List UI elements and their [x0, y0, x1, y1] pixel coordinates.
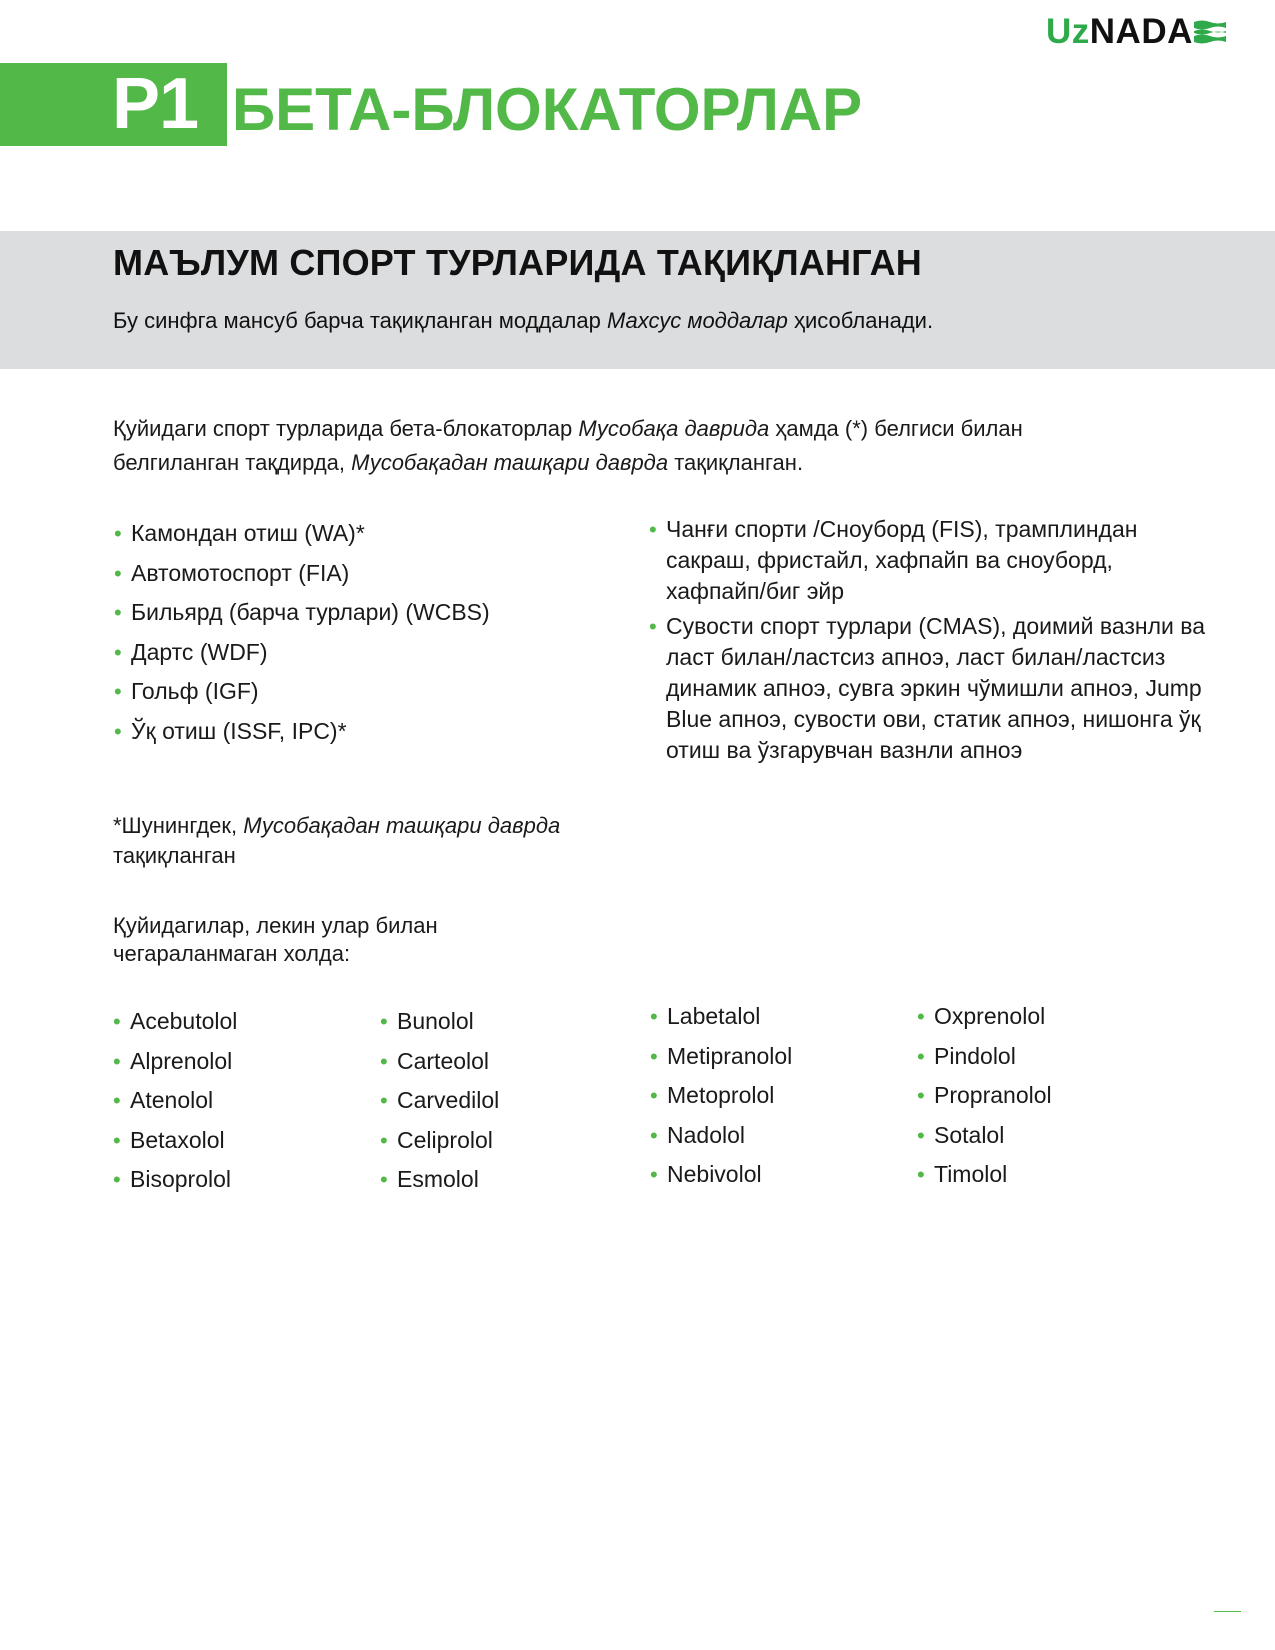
list-item: • Гольф (IGF): [114, 678, 259, 704]
section-title: БЕТА-БЛОКАТОРЛАР: [232, 76, 863, 143]
list-item: • Бильярд (барча турлари) (WCBS): [114, 599, 490, 625]
substance-list-col-1: [112, 1002, 237, 1200]
list-item: • Nebivolol: [650, 1161, 762, 1187]
sports-list-left: [113, 514, 490, 751]
list-item: • Oxprenolol: [917, 1003, 1046, 1029]
notice-title: МАЪЛУМ СПОРТ ТУРЛАРИДА ТАҚИҚЛАНГАН: [113, 242, 922, 283]
list-item: • Metipranolol: [650, 1042, 793, 1069]
list-item: • Acebutolol: [113, 1008, 238, 1034]
list-item: • Alprenolol: [113, 1047, 233, 1074]
list-item: • Metoprolol: [650, 1082, 775, 1108]
list-item: • Дартс (WDF): [114, 638, 268, 665]
list-item: • Carteolol: [380, 1047, 490, 1074]
intro-text-3: тақиқланган.: [668, 450, 804, 475]
footer-divider: [1214, 1611, 1241, 1612]
section-code: P1: [112, 64, 199, 144]
intro-text-2: ҳамда (*) белгиси билан белгиланган тақдирда,: [113, 416, 1023, 475]
footnote-emphasis: Мусобақадан ташқари даврда: [243, 813, 561, 838]
logo-nada-text: NADA: [1089, 12, 1193, 51]
list-item: • Propranolol: [917, 1082, 1052, 1108]
flag-icon: [1194, 19, 1226, 45]
sports-list-right: [648, 514, 1208, 770]
list-item: • Carvedilol: [380, 1087, 500, 1113]
uznada-logo: [1046, 12, 1226, 52]
list-item: • Сувости спорт турлари (CMAS), доимий вазнли ва ласт билан/ластсиз апноэ, ласт билан/ластсиз динамик апноэ, сувга эркин чўмишли апноэ, Jump Blue апноэ, сувости ови, статик апноэ, нишонга ўқ отиш ва ўзгарувчан вазнли апноэ: [649, 613, 1206, 763]
list-item: • Betaxolol: [113, 1126, 225, 1153]
footnote-text-end: тақиқланган: [113, 843, 236, 868]
list-item: • Celiprolol: [380, 1126, 493, 1153]
intro-emphasis-1: Мусобақа даврида: [578, 416, 770, 441]
substances-lead: Қуйидагилар, лекин улар билан чегараланмаган холда:: [113, 913, 438, 966]
list-item: • Ўқ отиш (ISSF, IPC)*: [114, 717, 347, 744]
substance-list-col-2: [379, 1002, 499, 1200]
notice-sub-text-end: ҳисобланади.: [787, 308, 934, 333]
list-item: • Esmolol: [380, 1166, 479, 1192]
list-item: • Pindolol: [917, 1042, 1016, 1069]
list-item: • Atenolol: [113, 1087, 214, 1113]
list-item: • Nadolol: [650, 1121, 745, 1148]
list-item: • Labetalol: [650, 1003, 761, 1029]
list-item: • Sotalol: [917, 1121, 1005, 1148]
list-item: • Bunolol: [380, 1008, 474, 1034]
substance-list-col-4: [916, 997, 1052, 1195]
intro-paragraph: [113, 412, 1133, 480]
notice-sub-emphasis: Махсус моддалар: [606, 308, 788, 333]
logo-uz-text: Uz: [1046, 12, 1090, 51]
list-item: • Bisoprolol: [113, 1166, 231, 1192]
notice-subtitle: [113, 308, 933, 334]
list-item: • Камондан отиш (WA)*: [114, 520, 365, 546]
substance-list-col-3: [649, 997, 792, 1195]
list-item: • Автомотоспорт (FIA): [114, 559, 350, 586]
intro-emphasis-2: Мусобақадан ташқари даврда: [351, 450, 669, 475]
list-item: • Чанғи спорти /Сноуборд (FIS), трамплиндан сакраш, фристайл, хафпайп ва сноуборд, хафпайп/биг эйр: [649, 516, 1138, 604]
intro-text-1: Қуйидаги спорт турларида бета-блокаторлар: [113, 416, 579, 441]
footnote-text: *Шунингдек,: [113, 813, 244, 838]
notice-sub-text: Бу синфга мансуб барча тақиқланган моддалар: [113, 308, 607, 333]
footnote: [113, 811, 573, 871]
list-item: • Timolol: [917, 1161, 1008, 1187]
